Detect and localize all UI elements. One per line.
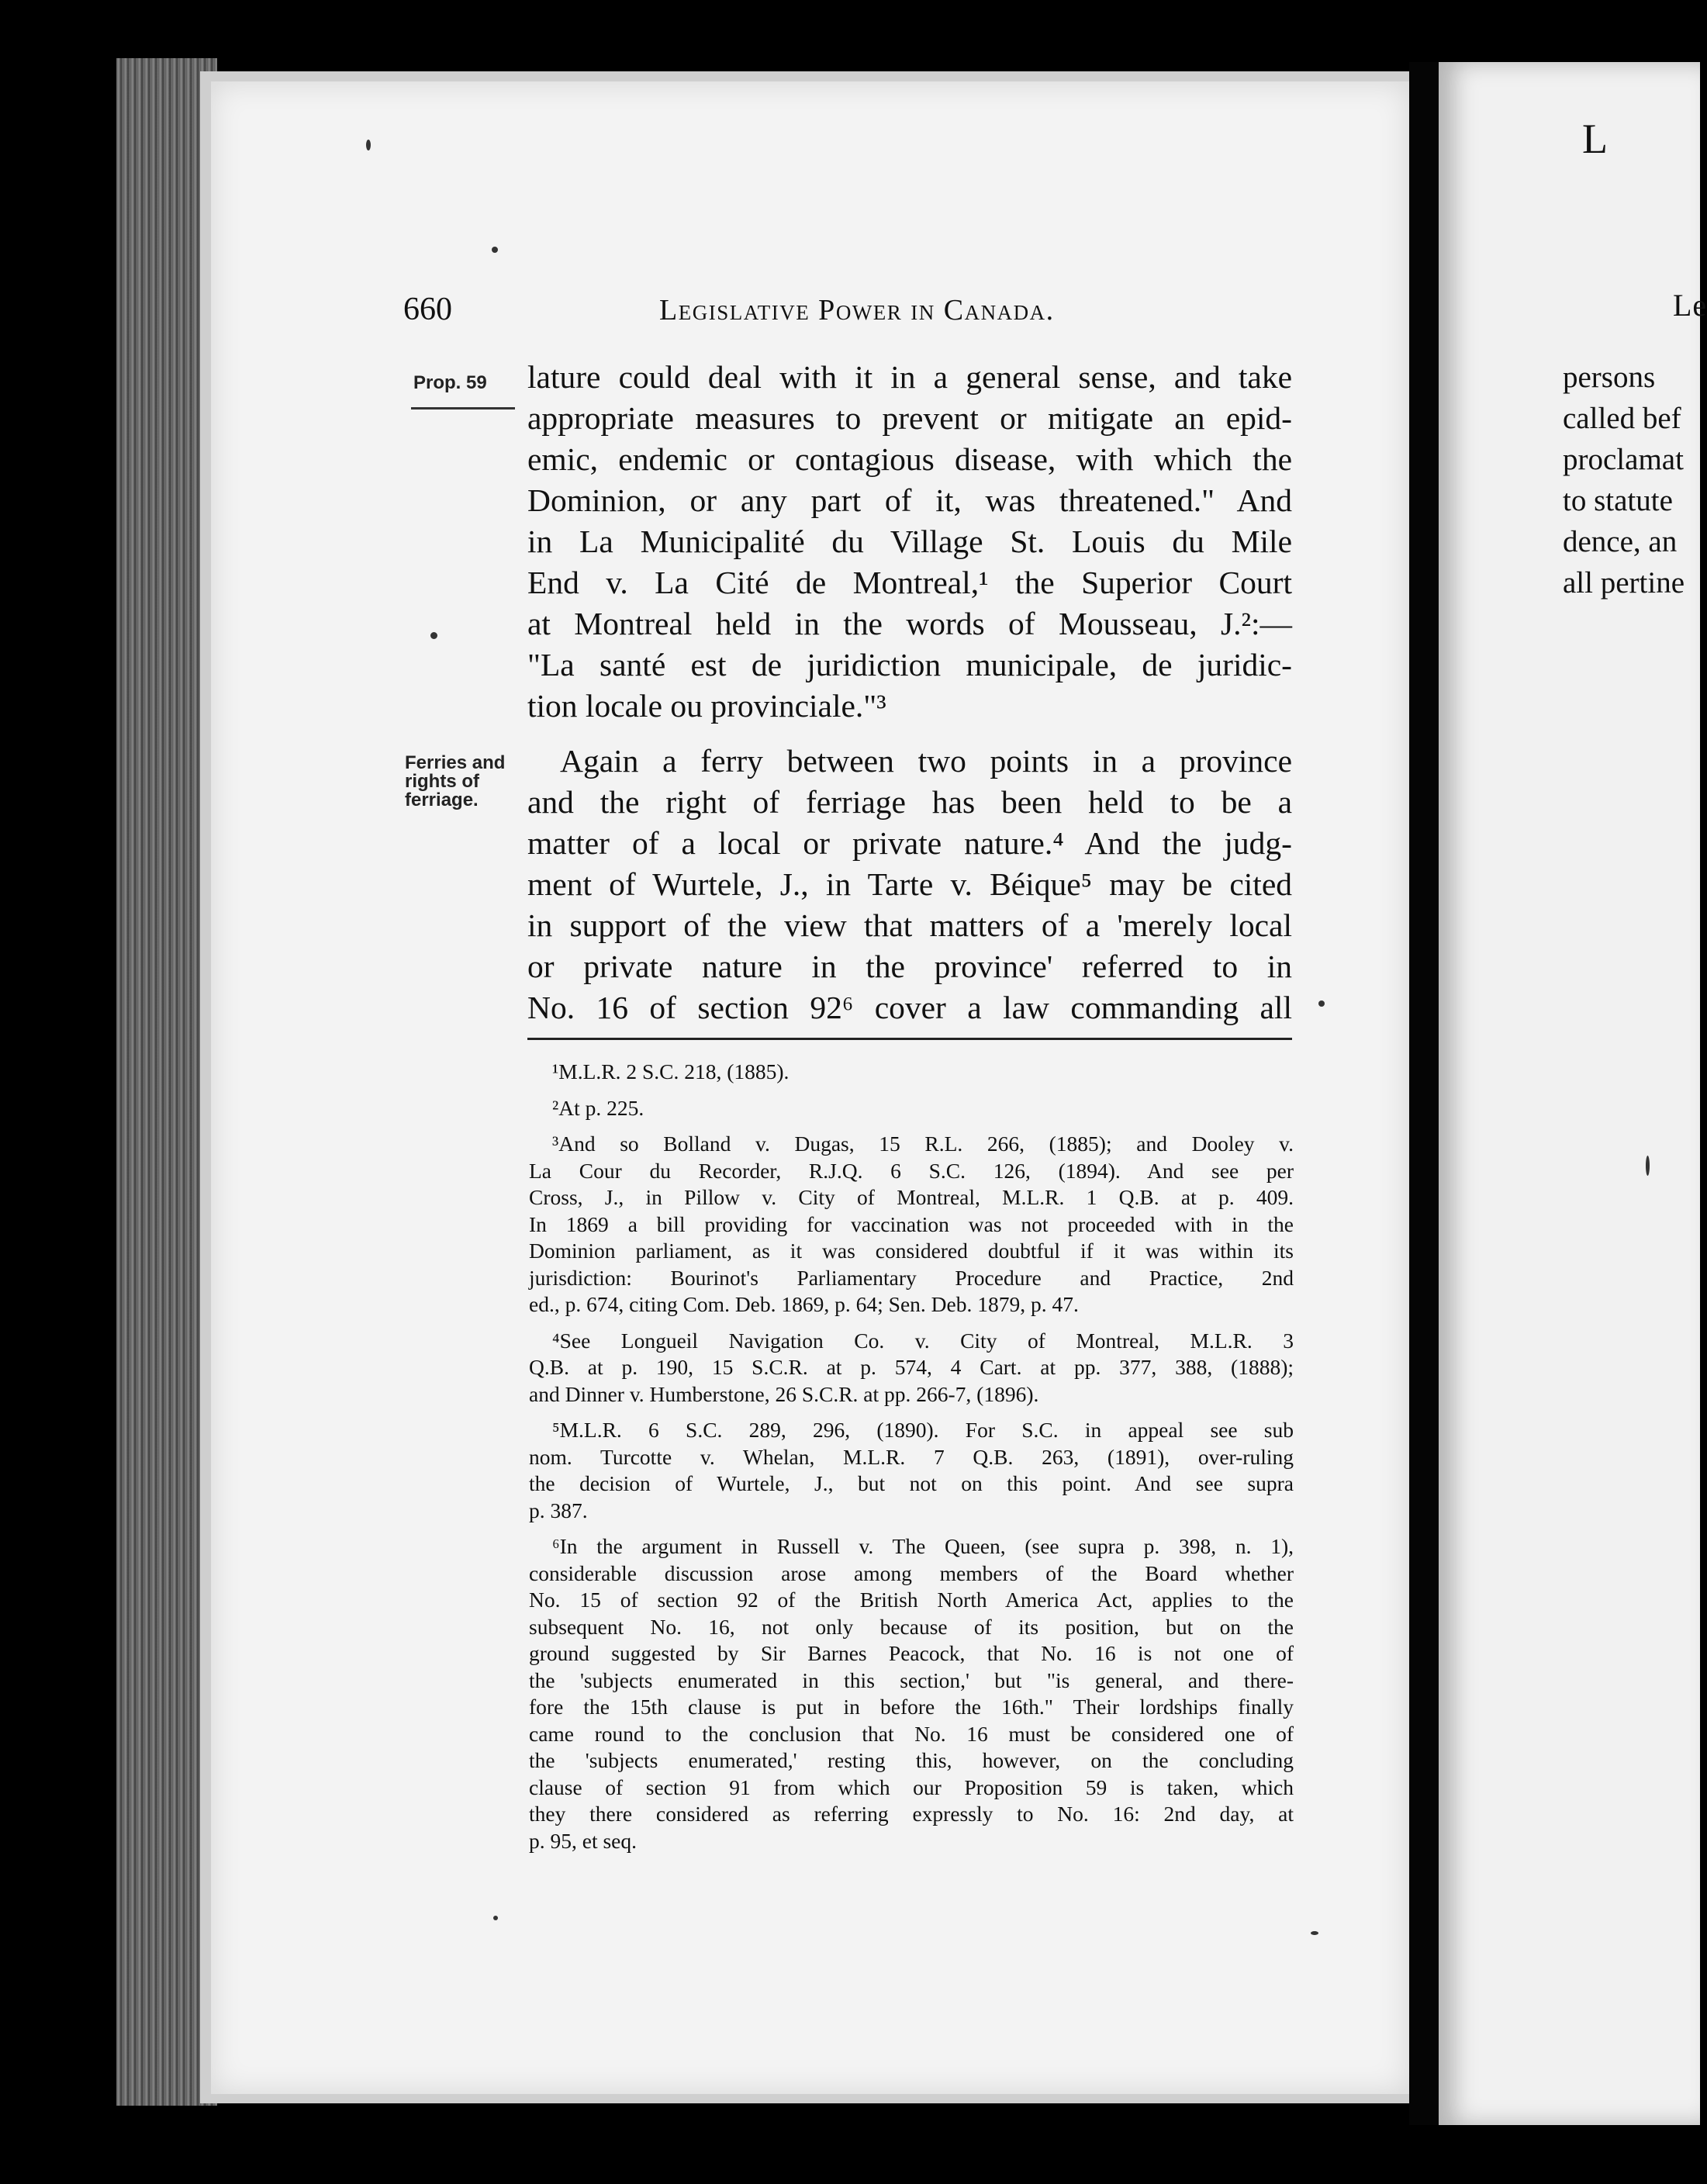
footnote-line: the 'subjects enumerated in this section,' but "is general, and there- — [529, 1667, 1294, 1692]
footnote-line: ⁴See Longueil Navigation Co. v. City of Montreal, M.L.R. 3 — [552, 1328, 1294, 1353]
book-spine — [1409, 62, 1439, 2125]
facing-page-line: called bef — [1563, 402, 1681, 435]
footnote-line: ³And so Bolland v. Dugas, 15 R.L. 266, (1885); and Dooley v. — [552, 1132, 1294, 1156]
footnote-line: Cross, J., in Pillow v. City of Montreal, M.L.R. 1 Q.B. at p. 409. — [529, 1185, 1294, 1209]
facing-page-line: all pertine — [1563, 566, 1685, 600]
text-line: Again a ferry between two points in a province — [560, 743, 1292, 779]
scan-speck — [366, 140, 371, 150]
scan-speck — [1318, 1000, 1325, 1007]
margin-note-ferries — [405, 754, 505, 810]
footnote-line: ed., p. 674, citing Com. Deb. 1869, p. 64; Sen. Deb. 1879, p. 47. — [529, 1292, 1079, 1316]
facing-page — [1439, 62, 1707, 2125]
paragraph-2 — [527, 741, 1292, 1028]
facing-page-line: persons — [1563, 361, 1656, 394]
margin-note-prop: Prop. 59 — [413, 372, 487, 393]
footnote-line: ¹M.L.R. 2 S.C. 218, (1885). — [552, 1059, 790, 1083]
facing-page-header: Le — [1673, 288, 1707, 323]
running-title: Legislative Power in Canada. — [659, 294, 1055, 327]
footnote-line: ⁶In the argument in Russell v. The Queen, (see supra p. 398, n. 1), — [552, 1534, 1294, 1558]
footnote-rule — [527, 1038, 1292, 1040]
footnote-1 — [529, 1059, 1294, 1086]
text-line: Dominion, or any part of it, was threatened." And — [527, 482, 1292, 518]
text-line: in support of the view that matters of a 'merely local — [527, 907, 1292, 943]
text-line: tion locale ou provinciale."³ — [527, 688, 886, 724]
footnote-line: p. 95, et seq. — [529, 1828, 638, 1853]
margin-note-line: ferriage. — [405, 790, 479, 810]
text-line: End v. La Cité de Montreal,¹ the Superior Court — [527, 565, 1292, 600]
footnotes — [529, 1059, 1294, 1864]
footnote-line: the decision of Wurtele, J., but not on this point. And see supra — [529, 1471, 1294, 1495]
scan-speck — [492, 247, 498, 253]
text-line: in La Municipalité du Village St. Louis du Mile — [527, 524, 1292, 559]
margin-note-line: Ferries and — [405, 752, 506, 773]
text-line: No. 16 of section 92⁶ cover a law commanding all — [527, 990, 1292, 1025]
footnote-line: they there considered as referring expressly to No. 16: 2nd day, at — [529, 1802, 1294, 1826]
footnote-line: considerable discussion arose among members of the Board whether — [529, 1560, 1294, 1585]
text-line: matter of a local or private nature.⁴ And the judg- — [527, 825, 1292, 861]
scan-speck — [430, 632, 437, 639]
text-line: or private nature in the province' referred to in — [527, 949, 1292, 984]
text-line: appropriate measures to prevent or mitigate an epid- — [527, 400, 1292, 436]
footnote-line: fore the 15th clause is put in before the 16th." Their lordships finally — [529, 1695, 1294, 1719]
text-line: and the right of ferriage has been held to be a — [527, 784, 1292, 820]
footnote-line: jurisdiction: Bourinot's Parliamentary Procedure and Practice, 2nd — [529, 1265, 1294, 1290]
footnote-line: ground suggested by Sir Barnes Peacock, that No. 16 is not one of — [529, 1641, 1294, 1665]
footnote-line: Dominion parliament, as it was considered doubtful if it was within its — [529, 1239, 1294, 1263]
footnote-2 — [529, 1095, 1294, 1122]
footnote-line: came round to the conclusion that No. 16 must be considered one of — [529, 1721, 1294, 1746]
text-line: "La santé est de juridiction municipale, de juridic- — [527, 647, 1292, 682]
footnote-5 — [529, 1417, 1294, 1524]
scan-speck — [1311, 1931, 1318, 1935]
footnote-line: ⁵M.L.R. 6 S.C. 289, 296, (1890). For S.C. in appeal see sub — [552, 1418, 1294, 1442]
scan-speck — [493, 1916, 498, 1920]
facing-page-mark: L — [1582, 116, 1608, 162]
scan-speck — [1646, 1156, 1650, 1176]
footnote-line: La Cour du Recorder, R.J.Q. 6 S.C. 126, (1894). And see per — [529, 1158, 1294, 1183]
footnote-line: Q.B. at p. 190, 15 S.C.R. at p. 574, 4 Cart. at pp. 377, 388, (1888); — [529, 1355, 1294, 1379]
footnote-line: subsequent No. 16, not only because of its position, but on the — [529, 1614, 1294, 1639]
facing-page-line: to statute — [1563, 484, 1673, 517]
footnote-line: nom. Turcotte v. Whelan, M.L.R. 7 Q.B. 263, (1891), over-ruling — [529, 1444, 1294, 1469]
running-head — [403, 291, 1295, 337]
text-line: at Montreal held in the words of Mousseau, J.²:— — [527, 606, 1292, 641]
footnote-3 — [529, 1131, 1294, 1318]
paragraph-1 — [527, 357, 1292, 727]
text-line: lature could deal with it in a general sense, and take — [527, 359, 1292, 395]
facing-page-text — [1563, 357, 1685, 603]
footnote-line: ²At p. 225. — [552, 1095, 644, 1120]
footnote-line: In 1869 a bill providing for vaccination was not proceeded with in the — [529, 1211, 1294, 1236]
text-line: ment of Wurtele, J., in Tarte v. Béique⁵ may be cited — [527, 866, 1292, 902]
footnote-line: clause of section 91 from which our Proposition 59 is taken, which — [529, 1774, 1294, 1799]
margin-note-line: rights of — [405, 771, 479, 792]
facing-page-line: dence, an — [1563, 525, 1678, 558]
page-number: 660 — [403, 292, 452, 327]
footnote-line: the 'subjects enumerated,' resting this, however, on the concluding — [529, 1748, 1294, 1772]
facing-page-line: proclamat — [1563, 443, 1684, 476]
footnote-line: No. 15 of section 92 of the British North America Act, applies to the — [529, 1588, 1294, 1612]
footnote-4 — [529, 1328, 1294, 1408]
footnote-6 — [529, 1533, 1294, 1854]
text-line: emic, endemic or contagious disease, with which the — [527, 441, 1292, 477]
footnote-line: and Dinner v. Humberstone, 26 S.C.R. at pp. 266-7, (1896). — [529, 1381, 1039, 1406]
footnote-line: p. 387. — [529, 1498, 588, 1522]
margin-rule — [411, 407, 515, 410]
